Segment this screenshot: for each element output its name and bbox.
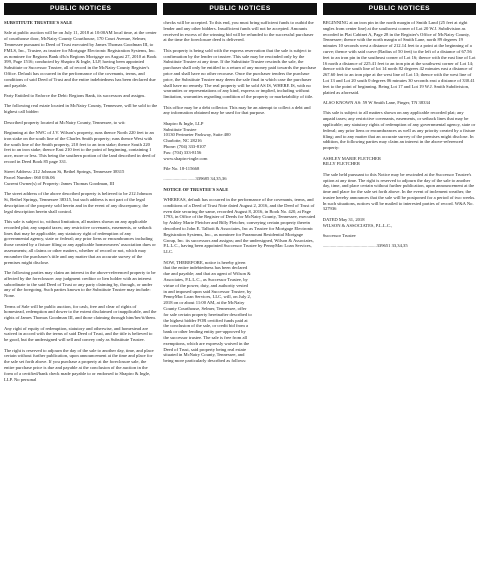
section-header-center: PUBLIC NOTICES [163,3,316,15]
current-owner: Current Owner(s) of Property: James Thomas Goodman, III [4,180,115,186]
firm-city: Charlotte, NC 28216 [163,138,202,144]
parcel-number: Parcel Number: 060 036.06 [4,175,55,181]
section-header-left: PUBLIC NOTICES [4,3,157,15]
firm-fax: Fax: (704) 333-8156 [163,149,202,155]
firm-website: www.shapiro-ingle.com [163,155,208,161]
file-number: File No. 18-115668 [163,165,200,171]
street-address: Street Address: 212 Johnson St, Bethel Springs, Tennessee 38315 [4,169,125,175]
firm-street: 10130 Perimeter Parkway, Suite 400 [163,132,231,138]
contact-block [163,121,316,162]
address-block [4,169,157,186]
notice-paragraph: WHEREAS, default has occurred in the performance of the covenants, terms, and conditions of a Deed of Trust Note dated August 2, 2016, and the Deed of Trust of even date securing the same, recorded August 8, 2016, in Book No. 420, at Page 1793, in Office of the Register of Deeds for McNairy County, Tennessee, executed by Ashley Marie Fletcher and Billy Fletcher, conveying certain property therein described to John E. Talbott & Associates, Inc as Trustee for Mortgage Electronic Registration Systems, Inc., as nominee for Paramount Residential Mortgage Group, Inc. its successors and assigns; and the undersigned, Wilson & Associates, P.L.L.C., having been appointed Successor Trustee by PennyMac Loan Services, LLC. [163,197,316,255]
notice-paragraph: The right is reserved to adjourn the day of the sale to another day, time, and place certain without further publication, upon announcement at the time and place for the sale set forth above. If you purchase a property at the foreclosure sale, the entire purchase price is due and payable at the conclusion of the auction in the form of a certified/bank check made payable to or endorsed to Shapiro & Ingle, LLP. No personal [4,347,154,382]
firm-phone: Phone: (704) 333-8107 [163,143,206,149]
notice-id-line: ...............................................339651 33,34,35 [322,243,408,249]
notice-paragraph: Terms of Sale will be public auction, for cash, free and clear of rights of homestead, redemption and dower to the extent disclaimed or inapplicable, and the rights of James Thomas Goodman III, and those claiming through him/her/it/them. [4,303,157,321]
section-headers [4,3,476,15]
notice-paragraph: Sale at public auction will be on July 11, 2018 at 10:00AM local time, at the center of courthouse door, McNairy County Courthouse, 170 Court Avenue, Selmer, Tennessee pursuant to Deed of Trust executed by James Thomas Goodman III, to FMLS, Inc., Trustee, as trustee for Mortgage Electronic Registration Systems, Inc. as nominee for Regions Bank d/b/a Regions Mortgage on August 27, 2010 at Book 399, Page 1516; conducted by Shapiro & Ingle, LLP, having been appointed Substitute or Successor Trustee, all of record in the McNairy County Register's Office. Default has occurred in the performance of the covenants, terms, and conditions of said Deed of Trust and the entire indebtedness has been declared due and payable. [4,30,157,88]
party-name: BILLY FLETCHER [322,161,360,167]
notice-paragraph: checks will be accepted. To this end, you must bring sufficient funds to outbid the lender and any other bidders. Insufficient funds will not be accepted. Amounts received in excess of the winning bid will be refunded to the successful purchaser at the time the foreclosure deed is delivered. [163,20,314,43]
notice-columns [4,20,476,560]
notice-paragraph: This property is being sold with the express reservation that the sale is subject to confirmation by the lender or trustee. This sale may be rescinded only by the Substitute Trustee at any time. If the Substitute Trustee rescinds the sale, the purchaser shall only be entitled to a return of any money paid towards the purchase price and shall have no other recourse. Once the purchaser tenders the purchase price, the Substitute Trustee may deem the sale final in which case the purchaser shall have no remedy. The real property will be sold AS IS, WHERE IS, with no warranties or representations of any kind, express or implied, including without limitation, warranties regarding condition of the property or marketability of title. [163,47,317,100]
notice-paragraph: Described property located at McNairy County, Tennessee, to wit: [4,119,126,125]
notice-paragraph: The sale held pursuant to this Notice may be rescinded at the Successor Trustee's option at any time. The right is reserved to adjourn the day of the sale to another day, time, and place certain without further publication, upon announcement at the time and place for the sale set forth above. In the event of inclement weather, the trustee hereby announces that the sale will be postponed for a period of two weeks. In such situations, notices will be mailed to interested parties of record. W&A No. 327936 [322,171,476,212]
notice-paragraph: This sale is subject to, without limitation, all matters shown on any applicable recorded plat; any unpaid taxes; any restrictive covenants, easements, or setback lines that may be applicable; any statutory right of redemption of any governmental agency, state or federal; any prior liens or encumbrances including those created by a fixture filing or any applicable homeowners' association dues or assessments; all claims or other matters, whether of record or not, which may encumber the purchaser's title and any matter that an accurate survey of the premises might disclose. [4,219,156,265]
property-address: ALSO KNOWN AS: 59 W Smith Lane, Finger, TN 38334 [322,99,431,105]
trustee-role: Successor Trustee [322,233,356,239]
notice-paragraph: NOW, THEREFORE, notice is hereby given that the entire indebtedness has been declared due and payable; and that an agent of Wilson & Associates, P.L.L.C., as Successor Trustee, by virtue of the power, duty, and authority vested in and imposed upon said Successor Trustee, by PennyMac Loan Services, LLC, will, on July 2, 2018 on or about 11:00 AM, at the McNairy County Courthouse, Selmer, Tennessee, offer for sale certain property hereinafter described to the highest bidder FOR certified funds paid at the conclusion of the sale, or credit bid from a bank or other lending entity pre-approved by the successor trustee. The sale is free from all exemptions, which are expressly waived in the Deed of Trust, said property being real estate situated in McNairy County, Tennessee, and being more particularly described as follows: [163,259,252,364]
notice-column-right [323,20,476,560]
party-name: ASHLEY MARIE FLETCHER [322,155,381,161]
notice-paragraph: Any right of equity of redemption, statutory and otherwise, and homestead are waived in accord with the terms of said Deed of Trust, and the title is believed to be good, but the undersigned will sell and convey only as Substitute Trustee. [4,325,153,343]
notice-paragraph: This sale is subject to all matters shown on any applicable recorded plat; any unpaid taxes; any restrictive covenants, easements, or setback lines that may be applicable; any statutory rights of redemption of any governmental agency, state or federal; any prior liens or encumbrances as well as any priority created by a fixture filing; and to any matter that an accurate survey of the premises might disclose. In addition, the following parties may claim an interest in the above-referenced property: [322,110,476,151]
dated-line: DATED May 31, 2018 [322,216,365,222]
notice-id-line: ............................339685 34,35,36 [163,176,227,182]
notice-paragraph: This office may be a debt collector. This may be an attempt to collect a debt and any information obtained may be used for that purpose. [163,104,311,116]
dated-block [323,217,476,229]
notice-paragraph: Beginning at the NWC of J.V. Wilson's property, runs thence North 220 feet to an iron stake on the south line of the Charles Smith property; runs thence West with the south line of the Smith property, 210 feet to an iron stake; thence South 220 feet to an iron stake; thence East 210 feet to the point of beginning, containing 1 acre, more or less. This being the southern portion of the land described in deed of record in Deed Book 85 page 331. [4,129,156,164]
notice-column-center [163,20,316,560]
firm-name: Shapiro & Ingle, LLP [163,120,204,126]
interested-parties [323,156,476,168]
notice-paragraph: The street address of the above described property is believed to be 212 Johnson St, Bethel Springs, Tennessee 38315, but such address is not part of the legal description of the property sold herein and in the event of any discrepancy, the legal description herein shall control. [4,191,152,214]
firm-name: WILSON & ASSOCIATES, P.L.L.C., [322,222,393,228]
firm-role: Substitute Trustee [163,126,197,132]
section-header-right: PUBLIC NOTICES [323,3,476,15]
notice-title: NOTICE OF TRUSTEE'S SALE [163,186,229,192]
notice-paragraph: The following parties may claim an interest in the above-referenced property to be affected by the foreclosure: any judgment creditor or lien holder with an interest subordinate to the said Deed of Trust or any party claiming by, through, or under any of the foregoing. Such parties known to the Substitute Trustee may include: None. [4,270,156,299]
notice-title: SUBSTITUTE TRUSTEE'S SALE [4,20,73,25]
notice-paragraph: The following real estate located in McNairy County, Tennessee, will be sold to the highest call bidder: [4,103,158,115]
notice-paragraph: BEGINNING at an iron pin in the north margin of Smith Land (25 feet at right angles from center line) at the southwest corner of Lot 20 W.J. Subdivision as recorded in Plat Cabinet A, Page 28 in the Register's Office of McNairy County, Tennessee; thence with the north margin of Smith Lane, north 89 degrees 19 minutes 10 seconds west a distance of 212.14 feet to a point at the beginning of a curve; thence with said curve (Radius of 50 feet) to the left of a distance of 67.56 feet to an iron pin in the southeast corner of Lot 16; thence with the east line of Lot 16 north a distance of 225.41 feet to an iron pin at the southwest corner of Lot 14; thence with the south line of lot 14 north 82 degrees 42 minutes east a distance of 267.60 feet to an iron pipe at the west line of Lot 13; thence with the west line of Lot 13 and Lot 20 south 0 degrees 06 minutes 30 seconds east a distance of 330.41 feet to the point of beginning. Being Lot 17 and Lot 19 W.J. Smith Subdivision, platted as aforesaid. [322,20,476,95]
notice-paragraph: Party Entitled to Enforce the Debt: Regions Bank, its successors and assigns. [4,92,146,98]
notice-column-left [4,20,157,560]
